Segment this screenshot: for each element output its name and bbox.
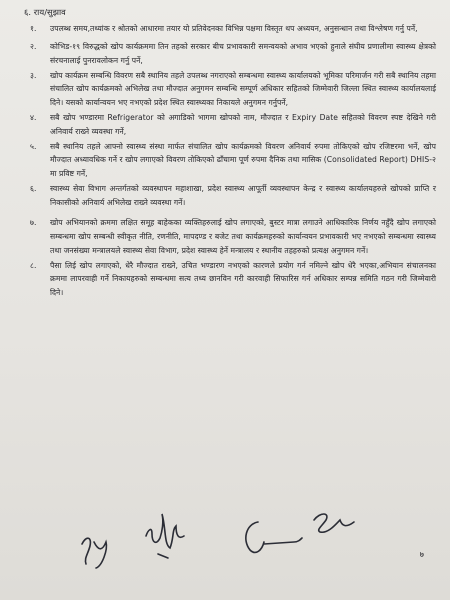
item-number: २. [30, 42, 37, 52]
signature-2 [140, 508, 192, 568]
item-number: ४. [30, 113, 37, 123]
list-item [30, 69, 436, 110]
item-text: पैसा लिई खोप लगाएको, धेरै मौज्दात राख्ने, उचित भण्डारण नभएको कारणले प्रयोग गर्न नमिल्ने खोप धेरै भएका,अभियान संचालनका क्रममा लापरवाही गर्ने निकायहरुको सम्बन्धमा सत्य तथ्य छानविन गरी कारवाही सिफारिस गर्न अधिकार सम्पन्न समिति गठन गरी जिम्मेवारी दिने। [50, 260, 436, 297]
page-number: ७ [419, 550, 424, 559]
list-item [30, 259, 436, 300]
signature-3 [236, 510, 308, 566]
list-item [30, 22, 436, 36]
item-text: उपलब्ध समय,तथ्यांक र श्रोतको आधारमा तयार यो प्रतिवेदनका विभिन्न पक्षमा विस्तृत थप अध्ययन, अनुसन्धान तथा विश्लेषण गर्नु पर्ने, [50, 23, 418, 33]
list-item [30, 111, 436, 138]
item-text: कोभिड-१९ विरुद्धको खोप कार्यक्रममा तिन तहको सरकार बीच प्रभावकारी समन्वयको अभाव भएको हुनाले संघीय प्रणालीमा स्वास्थ्य क्षेत्रको संरचनालाई पुनरावलोकन गर्नु पर्ने, [50, 42, 436, 65]
signature-1 [76, 520, 126, 570]
section-title: ६. राय/सुझाव [24, 7, 66, 17]
item-number: ३. [30, 70, 37, 80]
list-item [30, 40, 436, 67]
item-number: ८. [30, 260, 37, 270]
item-number: ६. [30, 184, 37, 194]
item-text: सबै स्थानिय तहले आफ्नो स्वास्थ्य संस्था मार्फत संचालित खोप कार्यक्रमको विवरण अनिवार्य रुपमा तोकिएको खोप रजिष्टरमा भर्ने, खोप मौज्दात अध्यावधिक गर्ने र खोप लगाएको विवरण तोकिएको ढाँचामा पूर्ण रुपमा दैनिक तथा मासिक (Consolidated Report) DHIS-२ मा प्रविष्ट गर्ने, [50, 141, 436, 179]
list-item [30, 140, 436, 181]
item-number: ७. [30, 218, 37, 228]
item-number: १. [30, 23, 37, 33]
item-text: स्वास्थ्य सेवा विभाग अन्तर्गतको व्यवस्थापन महाशाखा, प्रदेश स्वास्थ्य आपूर्ती व्यवस्थापन केन्द्र र स्वास्थ्य कार्यालयहरुले खोपको प्राप्ति र निकासीको अनिवार्य अभिलेख राख्ने व्यवस्था गर्ने। [50, 184, 436, 207]
list-item [30, 216, 436, 257]
item-number: ५. [30, 141, 37, 151]
list-item [30, 182, 436, 209]
signature-4 [306, 506, 362, 540]
item-text: सबै खोप भण्डारमा Refrigerator को अगाडिको भागमा खोपको नाम, मौज्दात र Expiry Date सहितको विवरण स्पष्ट देखिने गरी अनिवार्य राख्ने व्यवस्था गर्ने, [50, 113, 436, 136]
item-text: खोप अभियानको क्रममा लक्षित समूह बाहेकका व्यक्तिहरुलाई खोप लगाएको, बुस्टर मात्रा लगाउने आधिकारिक निर्णय नहुँदै खोप लगाएको सम्बन्धमा खोप सम्बन्धी स्वीकृत नीति, रणनीति, मापदण्ड र बजेट तथा कार्यक्रमहरुको कार्यान्वयन प्रभावकारी भए नभएको सम्बन्धमा स्वास्थ्य तथा जनसंख्या मन्त्रालयले स्वास्थ्य सेवा विभाग, प्रदेश स्वास्थ्य हेर्ने मन्त्रालय र स्थानीय तहहरुको प्रत्यक्ष अनुगमन गर्ने। [50, 218, 436, 255]
item-text: खोप कार्यक्रम सम्बन्धि विवरण सबै स्थानिय तहले उपलब्ध नगराएको सम्बन्धमा स्वास्थ्य कार्यालयको भूमिका परिमार्जन गरी सबै स्थानिय तहमा संचालित खोप कार्यक्रमको अभिलेख तथा मौज्दात अनुगमन सम्बन्धि सम्पूर्ण अधिकार सहितको जिम्मेवारी जिल्ला स्थित स्वास्थ्य कार्यालयलाई दिने। यसको कार्यान्वयन भए नभएको प्रदेश स्थित स्वास्थ्यका निकायले अनुगमन गर्नुपर्ने, [50, 70, 436, 108]
